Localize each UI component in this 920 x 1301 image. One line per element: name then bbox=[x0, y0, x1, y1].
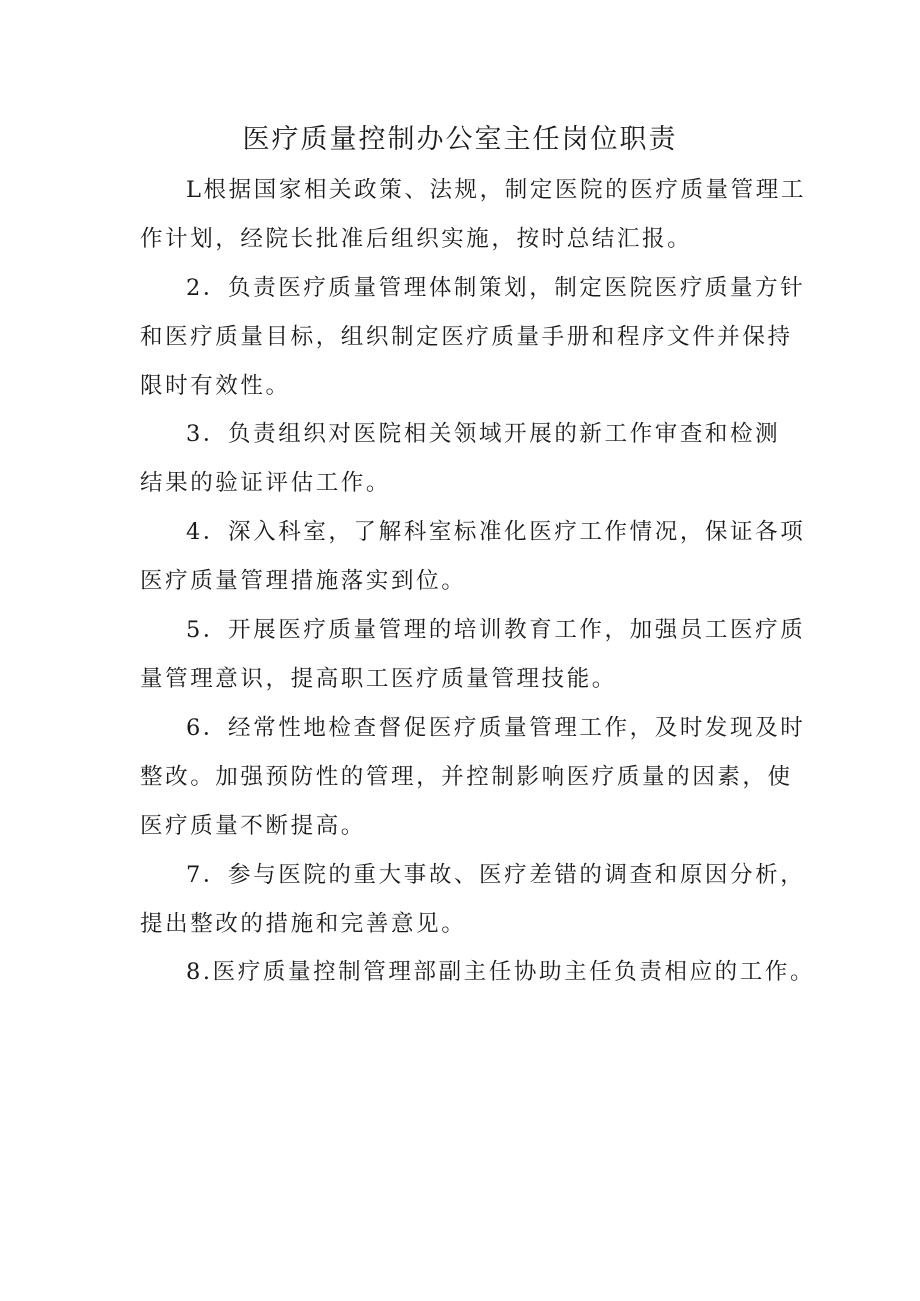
duty-item-line: 限时有效性。 bbox=[140, 373, 291, 399]
duty-item-line: 作计划，经院长批准后组织实施，按时总结汇报。 bbox=[140, 226, 693, 252]
duty-item-6 bbox=[140, 704, 806, 851]
document-title: 医疗质量控制办公室主任岗位职责 bbox=[242, 124, 678, 155]
duty-item-line: 2．负责医疗质量管理体制策划，制定医院医疗质量方针 bbox=[186, 275, 806, 301]
duty-item-line: 6．经常性地检查督促医疗质量管理工作，及时发现及时 bbox=[186, 715, 806, 741]
duty-item-4 bbox=[140, 508, 806, 606]
duty-item-3 bbox=[140, 410, 800, 508]
duty-item-1 bbox=[140, 166, 806, 264]
duty-item-line: L根据国家相关政策、法规，制定医院的医疗质量管理工 bbox=[186, 177, 806, 203]
duty-item-line: 4．深入科室，了解科室标准化医疗工作情况，保证各项 bbox=[186, 519, 806, 545]
duty-item-2 bbox=[140, 264, 806, 411]
duty-item-line: 量管理意识，提高职工医疗质量管理技能。 bbox=[140, 666, 617, 692]
duty-item-7 bbox=[140, 851, 806, 949]
duty-item-line: 医疗质量管理措施落实到位。 bbox=[140, 568, 467, 594]
duty-item-8 bbox=[140, 948, 816, 997]
duty-item-line: 整改。加强预防性的管理，并控制影响医疗质量的因素，使 bbox=[140, 764, 793, 790]
duty-item-line: 7．参与医院的重大事故、医疗差错的调查和原因分析， bbox=[186, 862, 806, 888]
duty-item-line: 3．负责组织对医院相关领域开展的新工作审查和检测 bbox=[186, 421, 781, 447]
duty-item-line: 结果的验证评估工作。 bbox=[140, 470, 392, 496]
duty-item-line: 8.医疗质量控制管理部副主任协助主任负责相应的工作。 bbox=[186, 959, 816, 985]
duty-item-line: 医疗质量不断提高。 bbox=[140, 813, 366, 839]
duty-item-5 bbox=[140, 606, 806, 704]
duty-item-line: 5．开展医疗质量管理的培训教育工作，加强员工医疗质 bbox=[186, 617, 806, 643]
duty-item-line: 提出整改的措施和完善意见。 bbox=[140, 911, 467, 937]
duty-item-line: 和医疗质量目标，组织制定医疗质量手册和程序文件并保持 bbox=[140, 324, 793, 350]
